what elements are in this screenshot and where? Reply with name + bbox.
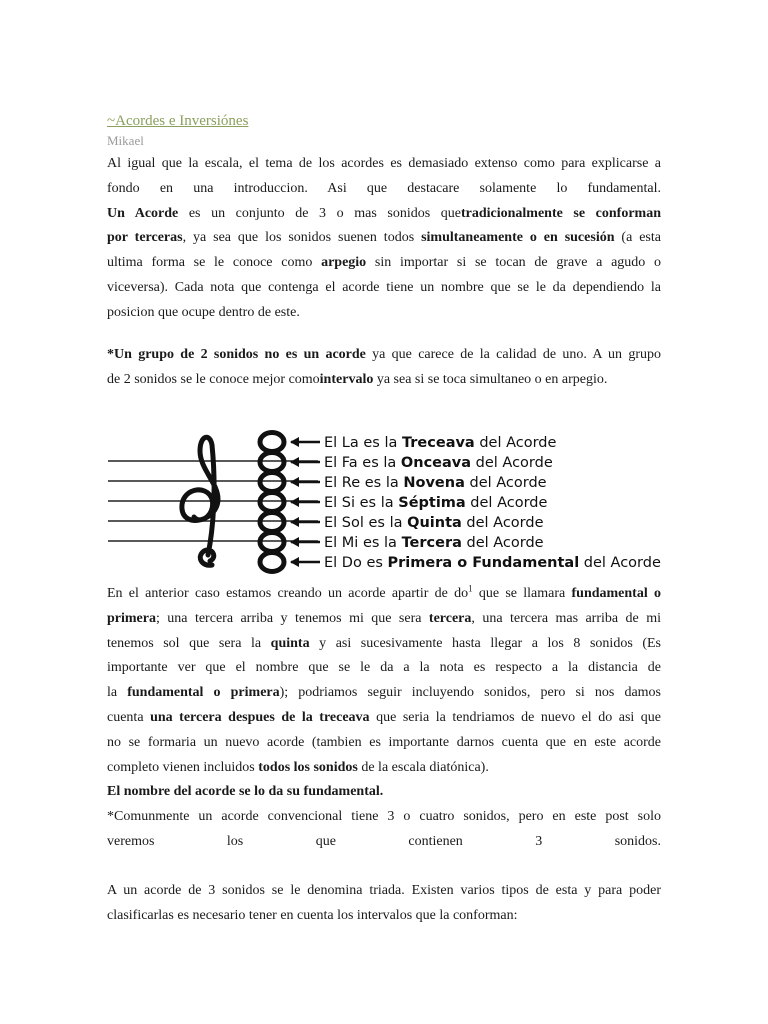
text-line: viceversa). Cada nota que contenga el acorde tiene un nombre que se le da dependiendo la <box>107 279 661 295</box>
whole-note-icon <box>260 493 284 512</box>
text-span: completo vienen incluidos <box>107 759 259 775</box>
bold-term: arpegio <box>321 255 367 271</box>
paragraph-intro <box>107 152 661 326</box>
text-span: (a esta <box>614 230 661 246</box>
bold-term: tercera <box>428 610 472 626</box>
bold-term: tradicionalmente se conforman <box>460 205 661 221</box>
text-span: que se llamara <box>472 586 572 601</box>
text-span: de la escala diatónica). <box>357 759 489 775</box>
bold-term: intervalo <box>319 371 374 387</box>
text-line: veremos los que contienen 3 sonidos. <box>107 833 661 849</box>
text-line <box>107 706 661 731</box>
whole-note-icon <box>260 533 284 552</box>
whole-note-icon <box>260 453 284 472</box>
note-stack <box>260 433 320 572</box>
chord-tone-label: El Do es Primera o Fundamental del Acorde <box>324 555 661 571</box>
text-line: clasificarlas es necesario tener en cuenta los intervalos que la conforman: <box>107 907 518 923</box>
chord-tone-label: El Sol es la Quinta del Acorde <box>324 515 544 531</box>
chord-diagram <box>100 425 670 575</box>
text-span: cuenta <box>107 709 151 725</box>
paragraph-triad <box>107 879 661 929</box>
text-span: y asi sucesivamente hasta llegar a los 8 sonidos (Es <box>309 635 661 651</box>
arrow-left-icon <box>290 517 320 527</box>
text-line <box>107 251 661 276</box>
bold-term: *Un grupo de 2 sonidos no es un acorde <box>107 347 366 362</box>
arrow-left-icon <box>290 557 320 567</box>
bold-term: todos los sonidos <box>258 759 358 775</box>
text-span: que seria la tendriamos de nuevo el do asi que <box>369 709 662 725</box>
text-span: tenemos sol que sera la <box>107 635 271 651</box>
text-span: , ya sea que los sonidos suenen todos <box>182 230 422 246</box>
text-span: sin importar si se tocan de grave a agudo o <box>366 255 662 271</box>
chord-tone-label: El Mi es la Tercera del Acorde <box>324 535 544 551</box>
text-span: la <box>107 685 128 701</box>
text-line <box>107 607 661 632</box>
bold-term: Un Acorde <box>107 205 179 221</box>
text-line: Al igual que la escala, el tema de los acordes es demasiado extenso como para explicarse a <box>107 156 661 171</box>
text-line <box>107 343 661 368</box>
text-span: ya que carece de la calidad de uno. A un grupo <box>365 347 661 362</box>
paragraph-note-interval <box>107 343 661 393</box>
text-line <box>107 756 661 781</box>
text-span: , una tercera mas arriba de mi <box>471 610 661 626</box>
label-stack <box>324 435 661 571</box>
chord-tone-label: El Re es la Novena del Acorde <box>324 475 547 491</box>
paragraph-common-chord <box>107 805 661 855</box>
text-line: *Comunmente un acorde convencional tiene 3 o cuatro sonidos, pero en este post solo <box>107 809 661 824</box>
text-span: En el anterior caso estamos creando un acorde apartir de do <box>107 586 469 601</box>
text-span: ); podriamos seguir incluyendo sonidos, pero si nos damos <box>279 685 661 701</box>
whole-note-icon <box>260 553 284 572</box>
text-span: ; una tercera arriba y tenemos mi que sera <box>155 610 429 626</box>
arrow-left-icon <box>290 477 320 487</box>
bold-term: fundamental o <box>571 586 661 601</box>
text-span: ultima forma se le conoce como <box>107 255 322 271</box>
text-line: no se formaria un nuevo acorde (tambien es importante darnos cuenta que en este acorde <box>107 734 661 750</box>
whole-note-icon <box>260 473 284 492</box>
arrow-left-icon <box>290 437 320 447</box>
arrow-left-icon <box>290 497 320 507</box>
text-line: fondo en una introduccion. Asi que destacare solamente lo fundamental. <box>107 180 661 196</box>
section-heading: El nombre del acorde se lo da su fundamental. <box>107 784 384 800</box>
footnote-marker: 1 <box>468 583 473 594</box>
text-span: ya sea si se toca simultaneo o en arpegio. <box>373 371 608 387</box>
text-line <box>107 582 661 607</box>
text-line: A un acorde de 3 sonidos se le denomina triada. Existen varios tipos de esta y para poder <box>107 883 661 898</box>
bold-term: primera <box>107 610 156 626</box>
arrow-left-icon <box>290 537 320 547</box>
text-line <box>107 202 661 227</box>
whole-note-icon <box>260 513 284 532</box>
bold-term: quinta <box>270 635 310 651</box>
text-line <box>107 226 661 251</box>
bold-term: por terceras <box>107 230 183 246</box>
text-line <box>107 681 661 706</box>
text-line <box>107 368 661 393</box>
bold-term: fundamental o primera <box>127 685 280 701</box>
text-line <box>107 632 661 657</box>
chord-tone-label: El Si es la Séptima del Acorde <box>324 495 548 511</box>
text-span: de 2 sonidos se le conoce mejor como <box>107 371 320 387</box>
text-span: es un conjunto de 3 o mas sonidos que <box>178 205 461 221</box>
post-title-link[interactable]: ~Acordes e Inversiónes <box>107 113 249 129</box>
whole-note-icon <box>260 433 284 452</box>
chord-tone-label: El La es la Treceava del Acorde <box>324 435 557 451</box>
text-line: importante ver que el nombre que se le da a la nota es respecto a la distancia de <box>107 660 661 676</box>
paragraph-explanation <box>107 582 661 805</box>
chord-tone-label: El Fa es la Onceava del Acorde <box>324 455 553 471</box>
bold-term: una tercera despues de la treceava <box>150 709 370 725</box>
text-line: posicion que ocupe dentro de este. <box>107 304 300 320</box>
arrow-left-icon <box>290 457 320 467</box>
author-name: Mikael <box>107 133 144 148</box>
bold-term: simultaneamente o en sucesión <box>421 230 615 246</box>
